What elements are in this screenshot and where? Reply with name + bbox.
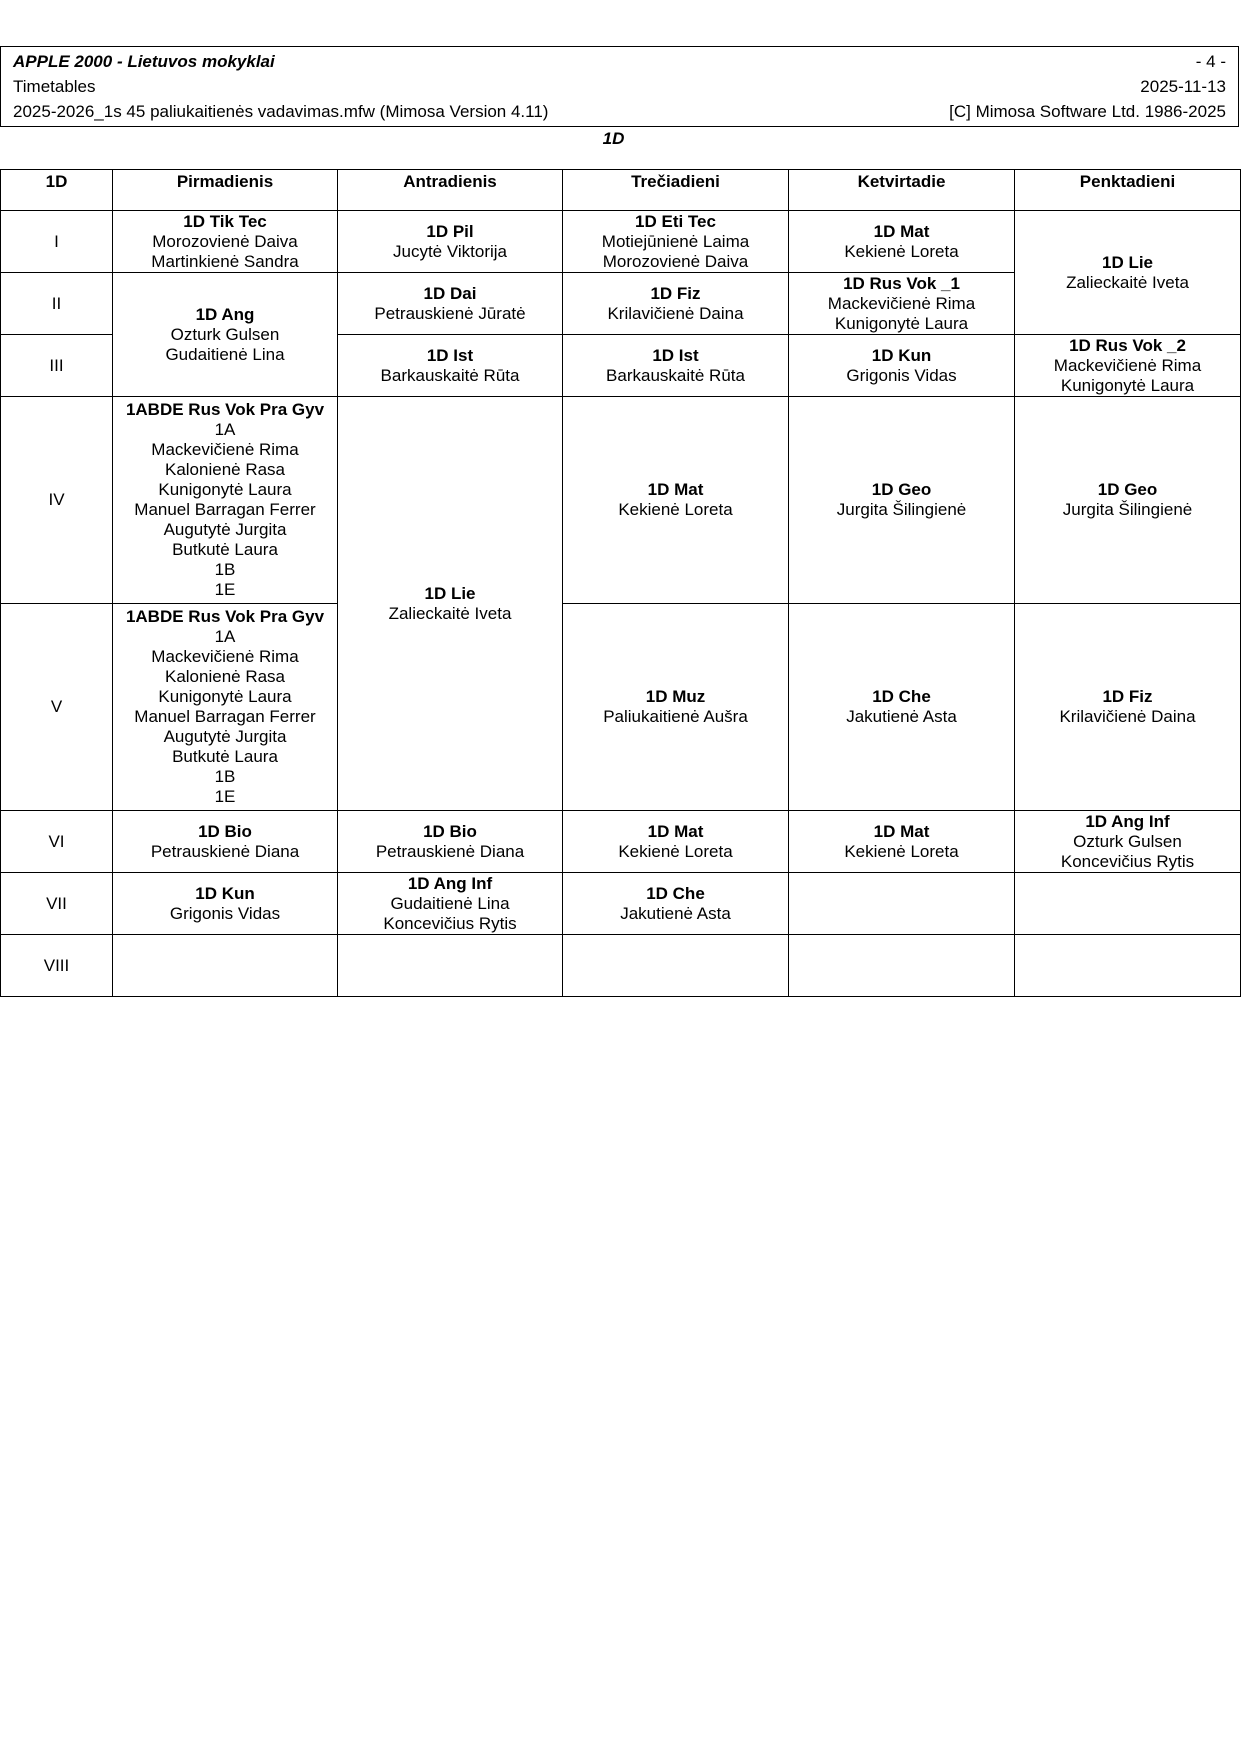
lesson-detail: Jakutienė Asta: [620, 903, 731, 923]
lesson-detail: Paliukaitienė Aušra: [603, 707, 748, 726]
lesson-subject: 1D Lie: [1101, 252, 1154, 272]
lesson-detail: Petrauskienė Diana: [375, 841, 525, 861]
lesson-detail: Kunigonytė Laura: [158, 687, 292, 706]
lesson-subject: 1D Geo: [871, 480, 932, 499]
lesson-detail: Mackevičienė Rima: [1053, 355, 1202, 375]
period-label: III: [1, 335, 113, 397]
period-label: I: [1, 211, 113, 273]
lesson-detail: Koncevičius Rytis: [1060, 851, 1195, 871]
lesson-cell: [563, 811, 789, 873]
lesson-cell: [113, 811, 338, 873]
lesson-detail: Martinkienė Sandra: [151, 251, 299, 271]
lesson-detail: Ozturk Gulsen: [170, 324, 280, 344]
lesson-detail: Morozovienė Daiva: [602, 251, 749, 271]
empty-cell: [113, 935, 338, 997]
lesson-cell: [789, 811, 1015, 873]
lesson-detail: Petrauskienė Diana: [150, 841, 300, 861]
lesson-subject: 1D Ist: [426, 345, 474, 365]
lesson-detail: Mackevičienė Rima: [827, 293, 976, 313]
header-row: [1, 170, 1241, 211]
lesson-detail: Gudaitienė Lina: [165, 344, 285, 364]
empty-cell: [789, 873, 1015, 935]
period-label: IV: [1, 397, 113, 604]
lesson-subject: 1D Fiz: [1102, 687, 1153, 706]
lesson-cell: [789, 273, 1015, 335]
lesson-subject: 1D Mat: [647, 821, 704, 841]
lesson-detail: Butkutė Laura: [172, 540, 278, 559]
lesson-detail: 1B: [214, 560, 236, 579]
lesson-cell: [789, 604, 1015, 811]
lesson-detail: Zalieckaitė Iveta: [1066, 272, 1189, 292]
day-header: Penktadieni: [1015, 170, 1241, 211]
lesson-cell: [1015, 211, 1241, 335]
lesson-detail: Jurgita Šilingienė: [1062, 500, 1193, 519]
lesson-cell: [789, 397, 1015, 604]
lesson-detail: Kalonienė Rasa: [164, 667, 286, 686]
lesson-subject: 1D Ang Inf: [1085, 811, 1170, 831]
period-label: V: [1, 604, 113, 811]
lesson-cell: [789, 335, 1015, 397]
empty-cell: [338, 935, 563, 997]
lesson-detail: Krilavičienė Daina: [1059, 707, 1196, 726]
lesson-detail: Krilavičienė Daina: [607, 303, 744, 323]
timetable-title: 1D: [602, 129, 625, 148]
lesson-cell: [1015, 397, 1241, 604]
lesson-cell: [338, 273, 563, 335]
lesson-detail: Barkauskaitė Rūta: [380, 365, 520, 385]
lesson-cell: [1015, 604, 1241, 811]
lesson-subject: 1D Tik Tec: [183, 211, 267, 231]
period-row: [1, 873, 1241, 935]
lesson-detail: Barkauskaitė Rūta: [606, 365, 745, 385]
lesson-detail: 1E: [214, 580, 236, 599]
lesson-detail: Ozturk Gulsen: [1073, 831, 1182, 851]
lesson-cell: [113, 397, 338, 604]
lesson-subject: 1D Muz: [645, 687, 706, 706]
lesson-cell: [338, 397, 563, 811]
copyright: [C] Mimosa Software Ltd. 1986-2025: [949, 102, 1226, 121]
lesson-cell: [1015, 811, 1241, 873]
lesson-detail: Kekienė Loreta: [618, 841, 733, 861]
lesson-detail: 1B: [214, 767, 236, 786]
app-title: APPLE 2000 - Lietuvos mokyklai: [13, 52, 275, 71]
day-header: Ketvirtadie: [789, 170, 1015, 211]
period-label: II: [1, 273, 113, 335]
lesson-detail: Mackevičienė Rima: [151, 647, 299, 666]
lesson-cell: [563, 873, 789, 935]
lesson-detail: Kekienė Loreta: [844, 241, 959, 261]
lesson-detail: Augutytė Jurgita: [163, 727, 287, 746]
section-label: Timetables: [13, 77, 96, 96]
lesson-subject: 1D Che: [646, 883, 705, 903]
lesson-subject: 1D Che: [872, 687, 931, 706]
lesson-cell: [113, 873, 338, 935]
period-row: [1, 811, 1241, 873]
timetable-grid: [0, 169, 1241, 997]
period-row: [1, 397, 1241, 604]
lesson-detail: Jakutienė Asta: [846, 707, 957, 726]
print-date: 2025-11-13: [1140, 77, 1226, 96]
lesson-subject: 1D Eti Tec: [635, 211, 716, 231]
lesson-subject: 1D Rus Vok _1: [843, 273, 960, 293]
lesson-detail: Mackevičienė Rima: [151, 440, 299, 459]
lesson-detail: Koncevičius Rytis: [383, 913, 517, 933]
period-row: [1, 604, 1241, 811]
day-header: Trečiadieni: [563, 170, 789, 211]
empty-cell: [563, 935, 789, 997]
lesson-cell: [563, 335, 789, 397]
lesson-detail: Kunigonytė Laura: [834, 313, 969, 333]
lesson-detail: Kunigonytė Laura: [158, 480, 292, 499]
lesson-detail: 1A: [214, 627, 236, 646]
period-label: VI: [1, 811, 113, 873]
lesson-detail: Kunigonytė Laura: [1060, 375, 1195, 395]
lesson-detail: Grigonis Vidas: [169, 903, 281, 923]
lesson-cell: [563, 273, 789, 335]
lesson-detail: Jucytė Viktorija: [392, 241, 507, 261]
lesson-cell: [338, 811, 563, 873]
lesson-subject: 1D Dai: [423, 283, 477, 303]
lesson-detail: Grigonis Vidas: [846, 365, 957, 385]
lesson-cell: [1015, 335, 1241, 397]
page-header: [0, 46, 1239, 127]
lesson-cell: [563, 604, 789, 811]
empty-cell: [789, 935, 1015, 997]
lesson-subject: 1D Mat: [873, 221, 930, 241]
lesson-subject: 1D Ang Inf: [407, 873, 493, 893]
lesson-subject: 1ABDE Rus Vok Pra Gyv: [125, 400, 325, 419]
lesson-subject: 1D Ist: [652, 345, 699, 365]
lesson-detail: Motiejūnienė Laima: [601, 231, 750, 251]
period-label: VIII: [1, 935, 113, 997]
lesson-detail: 1A: [214, 420, 236, 439]
period-row: [1, 211, 1241, 273]
lesson-detail: 1E: [214, 787, 236, 806]
lesson-subject: 1ABDE Rus Vok Pra Gyv: [125, 607, 325, 626]
lesson-subject: 1D Geo: [1097, 480, 1158, 499]
lesson-detail: Gudaitienė Lina: [390, 893, 510, 913]
lesson-detail: Morozovienė Daiva: [152, 231, 298, 251]
file-name: 2025-2026_1s 45 paliukaitienės vadavimas.mfw (Mimosa Version 4.11): [13, 102, 549, 121]
lesson-cell: [338, 335, 563, 397]
lesson-detail: Kekienė Loreta: [618, 500, 733, 519]
lesson-subject: 1D Kun: [195, 883, 255, 903]
lesson-detail: Zalieckaitė Iveta: [388, 603, 512, 623]
corner-label: 1D: [1, 170, 113, 211]
lesson-cell: [338, 873, 563, 935]
lesson-cell: [113, 273, 338, 397]
lesson-subject: 1D Lie: [424, 583, 476, 603]
lesson-subject: 1D Pil: [426, 221, 474, 241]
day-header: Antradienis: [338, 170, 563, 211]
lesson-cell: [113, 604, 338, 811]
lesson-detail: Manuel Barragan Ferrer: [134, 500, 316, 519]
lesson-detail: Butkutė Laura: [172, 747, 278, 766]
lesson-detail: Kekienė Loreta: [844, 841, 959, 861]
lesson-subject: 1D Kun: [871, 345, 932, 365]
lesson-subject: 1D Ang: [195, 304, 255, 324]
lesson-cell: [563, 211, 789, 273]
day-header: Pirmadienis: [113, 170, 338, 211]
lesson-cell: [338, 211, 563, 273]
period-label: VII: [1, 873, 113, 935]
lesson-subject: 1D Fiz: [650, 283, 701, 303]
lesson-subject: 1D Mat: [873, 821, 930, 841]
lesson-subject: 1D Mat: [647, 480, 704, 499]
lesson-detail: Petrauskienė Jūratė: [374, 303, 526, 323]
page-number: - 4 -: [1195, 52, 1226, 71]
empty-cell: [1015, 935, 1241, 997]
lesson-cell: [789, 211, 1015, 273]
empty-cell: [1015, 873, 1241, 935]
lesson-detail: Augutytė Jurgita: [163, 520, 287, 539]
lesson-subject: 1D Rus Vok _2: [1069, 335, 1186, 355]
lesson-detail: Jurgita Šilingienė: [836, 500, 967, 519]
lesson-detail: Manuel Barragan Ferrer: [134, 707, 316, 726]
lesson-detail: Kalonienė Rasa: [164, 460, 286, 479]
lesson-subject: 1D Bio: [198, 821, 252, 841]
lesson-cell: [113, 211, 338, 273]
lesson-subject: 1D Bio: [423, 821, 477, 841]
lesson-cell: [563, 397, 789, 604]
period-row: [1, 935, 1241, 997]
